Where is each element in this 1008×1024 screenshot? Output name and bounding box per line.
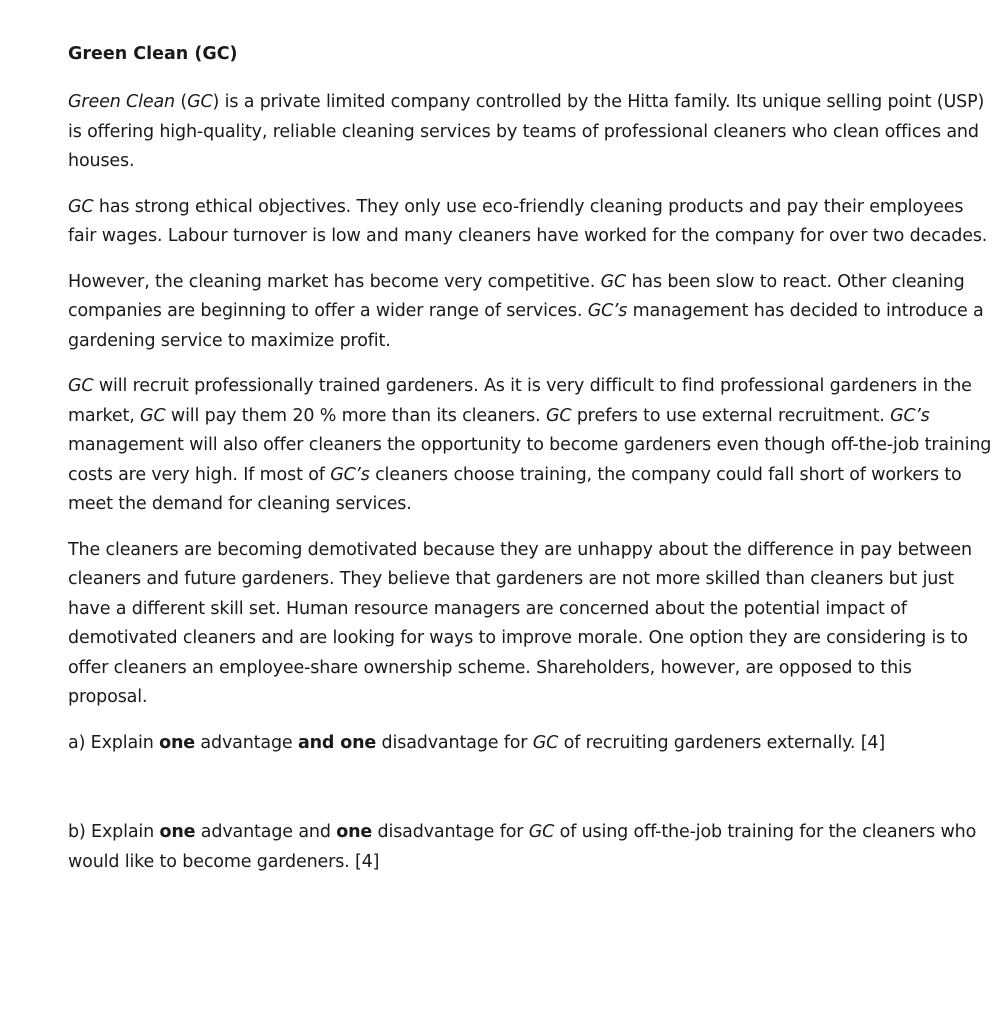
- case-study-title: Green Clean (GC): [68, 44, 238, 64]
- paragraph-ethics: GC has strong ethical objectives. They only use eco-friendly cleaning products and pay their employees fair wages. Labour turnover is low and many cleaners have worked for the company for over two decades.: [68, 196, 988, 246]
- company-name: Green Clean: [68, 92, 175, 112]
- document: [68, 40, 993, 877]
- paragraph-intro: Green Clean (GC) is a private limited company controlled by the Hitta family. Its unique selling point (USP) is offering high-quality, reliable cleaning services by teams of professional cleaners who clean offices and houses.: [68, 92, 985, 171]
- paragraph-motivation: The cleaners are becoming demotivated because they are unhappy about the difference in pay between cleaners and future gardeners. They believe that gardeners are not more skilled than cleaners but just have a different skill set. Human resource managers are concerned about the potential impact of demotivated cleaners and are looking for ways to improve morale. One option they are considering is to offer cleaners an employee-share ownership scheme. Shareholders, however, are opposed to this proposal.: [68, 539, 972, 707]
- paragraph-market: However, the cleaning market has become very competitive. GC has been slow to react. Other cleaning companies are beginning to offer a wider range of services. GC’s management has decided to introduce a gardening service to maximize profit.: [68, 271, 984, 351]
- question-a: a) Explain one advantage and one disadvantage for GC of recruiting gardeners externally. [4]: [68, 732, 886, 753]
- paragraph-recruitment: GC will recruit professionally trained gardeners. As it is very difficult to find professional gardeners in the market, GC will pay them 20 % more than its cleaners. GC prefers to use external recruitment. GC’s management will also offer cleaners the opportunity to become gardeners even though off-the-job training costs are very high. If most of GC’s cleaners choose training, the company could fall short of workers to meet the demand for cleaning services.: [68, 376, 992, 514]
- question-b: b) Explain one advantage and one disadvantage for GC of using off-the-job training for the cleaners who would like to become gardeners. [4]: [68, 822, 977, 872]
